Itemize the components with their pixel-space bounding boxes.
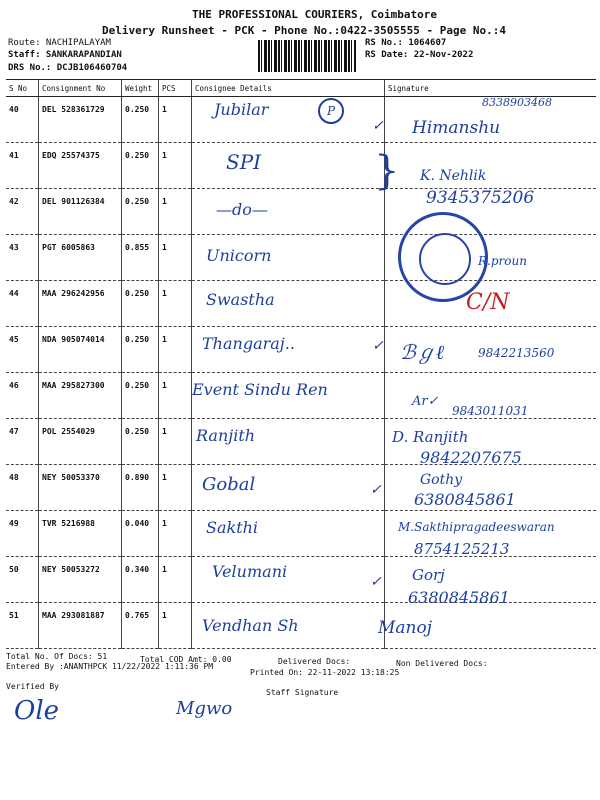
hand-sign-43: R.proun [478,254,527,268]
verified-signature: Ole [14,696,60,726]
cell-consignment: NEY 50053370 [39,465,122,511]
cell-sno: 43 [6,235,39,281]
hand-consignee-44: Swastha [206,290,275,309]
col-sno: S No [6,80,39,97]
cell-consignment: DEL 528361729 [39,97,122,143]
cell-pcs: 1 [159,189,192,235]
drs-label: DRS No.: DCJB106460704 [8,63,128,73]
hand-phone-47: 9842207675 [420,448,522,467]
total-docs: Total No. Of Docs: 51 [6,652,108,661]
hand-phone-40: 8338903468 [482,96,552,109]
cell-consignment: MAA 295827300 [39,373,122,419]
cell-pcs: 1 [159,557,192,603]
tick-mark-45: ✓ [372,338,384,354]
check-mark-40: ✓ [372,118,384,134]
hand-consignee-49: Sakthi [206,518,259,537]
cell-sno: 40 [6,97,39,143]
hand-sign-41: K. Nehlik [420,168,487,184]
hand-consignee-48: Gobal [202,474,256,495]
cell-consignee [192,143,385,189]
printed-on: Printed On: 22-11-2022 13:18:25 [250,668,400,677]
cell-pcs: 1 [159,235,192,281]
cell-consignment: POL 2554029 [39,419,122,465]
cell-pcs: 1 [159,97,192,143]
hand-consignee-43: Unicorn [206,246,272,265]
cell-weight: 0.250 [122,97,159,143]
hand-consignee-46: Event Sindu Ren [192,380,328,399]
cell-sno: 42 [6,189,39,235]
cell-weight: 0.855 [122,235,159,281]
cell-sno: 48 [6,465,39,511]
hand-consignee-42: —do— [216,200,268,219]
hand-consignee-51: Vendhan Sh [202,616,299,635]
total-cod: Total COD Amt: 0.00 [140,655,232,664]
hand-sign-50: Gorj [412,566,445,584]
table-row [6,143,596,189]
company-title: THE PROFESSIONAL COURIERS, Coimbatore [192,8,438,21]
hand-sign-47: D. Ranjith [392,428,469,446]
hand-consignee-41: SPI [226,150,262,174]
verified-by: Verified By [6,682,59,691]
cell-weight: 0.250 [122,143,159,189]
hand-consignee-45: Thangaraj.. [202,334,295,353]
hand-phone-48: 6380845861 [414,490,516,509]
cell-weight: 0.890 [122,465,159,511]
hand-sign-44: C/N [466,290,510,315]
cell-pcs: 1 [159,327,192,373]
cell-consignment: EDQ 25574375 [39,143,122,189]
cell-weight: 0.250 [122,419,159,465]
check-mark-50: ✓ [370,574,382,590]
cell-consignment: DEL 901126384 [39,189,122,235]
hand-phone-42: 9345375206 [426,188,535,208]
cell-pcs: 1 [159,603,192,649]
cell-consignment: TVR 5216988 [39,511,122,557]
bracket-mark: } [374,148,400,194]
cell-sno: 49 [6,511,39,557]
cell-weight: 0.250 [122,281,159,327]
route-label: Route: NACHIPALAYAM [8,38,111,48]
cell-consignment: MAA 296242956 [39,281,122,327]
rs-date: RS Date: 22-Nov-2022 [365,50,474,60]
runsheet-table [6,79,596,649]
barcode [258,40,356,72]
cell-consignment: NEY 50053272 [39,557,122,603]
non-delivered-docs: Non Delivered Docs: [396,659,488,668]
cell-weight: 0.250 [122,327,159,373]
entered-by: Entered By :ANANTHPCK 11/22/2022 1:11:36 PM [6,662,214,671]
cell-consignment: NDA 905074014 [39,327,122,373]
hand-phone-46: 9843011031 [452,404,529,418]
hand-sign-51: Manoj [378,618,432,638]
cell-weight: 0.340 [122,557,159,603]
signature-mark-46: Ar✓ [412,394,439,409]
cell-signature [385,143,597,189]
table-header-row [6,80,596,97]
hand-sign-40: Himanshu [412,118,501,138]
hand-num-45: 9842213560 [478,346,555,360]
cell-pcs: 1 [159,373,192,419]
cell-sno: 50 [6,557,39,603]
staff-signature-label: Staff Signature [266,688,339,697]
hand-sign-48: Gothy [420,472,463,488]
hand-phone-50: 6380845861 [408,588,510,607]
cell-sno: 45 [6,327,39,373]
col-signature: Signature [385,80,597,97]
signature-scribble-45: ℬℊℓ [400,340,445,364]
col-weight: Weight [122,80,159,97]
col-pcs: PCS [159,80,192,97]
cell-sno: 41 [6,143,39,189]
table-row [6,603,596,649]
cell-sno: 46 [6,373,39,419]
cell-pcs: 1 [159,281,192,327]
cell-sno: 47 [6,419,39,465]
check-mark-48: ✓ [370,482,382,498]
company-seal-stamp [398,212,488,302]
col-consignee: Consignee Details [192,80,385,97]
cell-pcs: 1 [159,419,192,465]
runsheet-title: Delivery Runsheet - PCK - Phone No.:0422-3505555 - Page No.:4 [102,24,506,37]
cell-pcs: 1 [159,465,192,511]
cell-consignment: MAA 293081887 [39,603,122,649]
hand-phone-49: 8754125213 [414,540,510,558]
circled-p-mark: P [318,98,344,124]
hand-sign-49: M.Sakthipragadeeswaran [398,520,555,534]
cell-sno: 44 [6,281,39,327]
cell-weight: 0.040 [122,511,159,557]
cell-consignment: PGT 6005863 [39,235,122,281]
staff-label: Staff: SANKARAPANDIAN [8,50,122,60]
cell-pcs: 1 [159,143,192,189]
cell-pcs: 1 [159,511,192,557]
hand-consignee-50: Velumani [212,562,288,581]
rs-number: RS No.: 1064607 [365,38,447,48]
delivered-docs: Delivered Docs: [278,657,351,666]
hand-consignee-40: Jubilar [214,100,269,119]
cell-sno: 51 [6,603,39,649]
staff-signature: Mgwo [176,698,233,719]
cell-weight: 0.250 [122,373,159,419]
cell-weight: 0.765 [122,603,159,649]
hand-consignee-47: Ranjith [196,426,256,445]
cell-weight: 0.250 [122,189,159,235]
col-consignment: Consignment No [39,80,122,97]
